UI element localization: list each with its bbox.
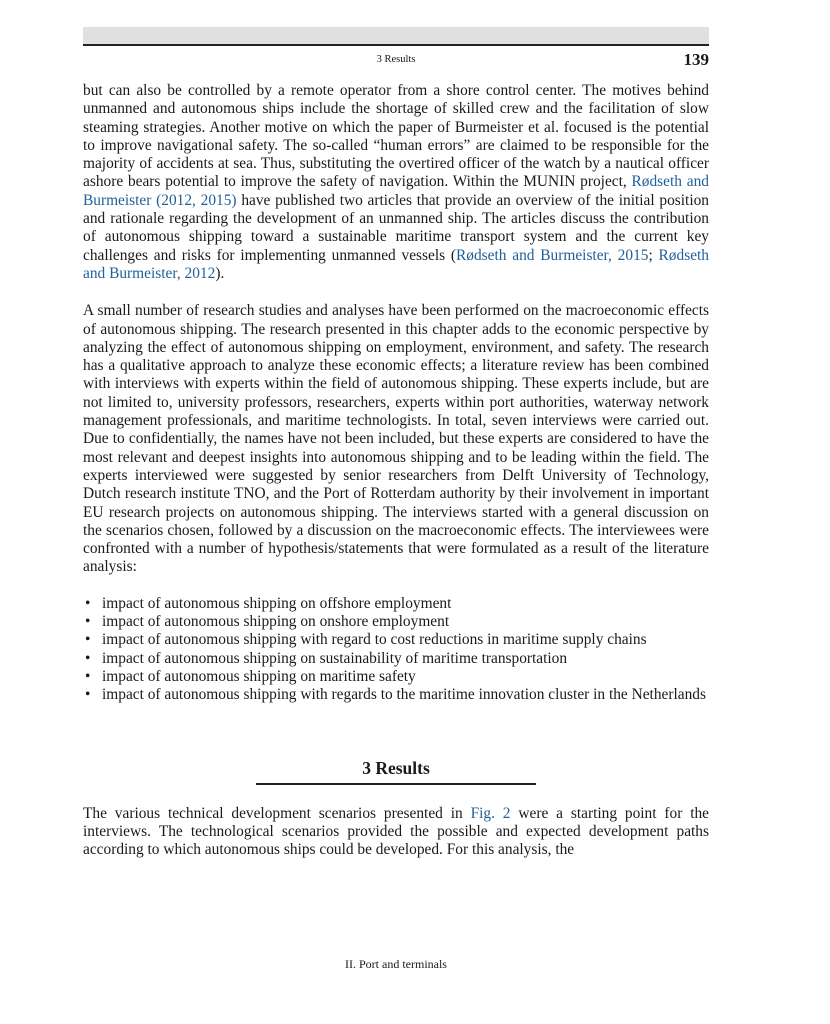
paragraph-3-text-b: were a starting point for the interviews. The technological scenarios provided the possible and expected development paths according to which autonomous ships could be developed. For this analysis, the bbox=[83, 804, 710, 859]
list-item: • impact of autonomous shipping on offshore employment bbox=[83, 595, 709, 613]
citation-link[interactable]: Rødseth and Burmeister, 2015 bbox=[456, 246, 649, 264]
section-heading: 3 Results bbox=[256, 759, 536, 785]
page-footer: II. Port and terminals bbox=[345, 957, 447, 971]
citation-link[interactable]: Rødseth and Burmeister (2012, 2015) bbox=[83, 173, 709, 209]
paragraph-3-text-a: The various technical development scenarios presented in bbox=[83, 804, 471, 822]
hypothesis-list bbox=[83, 595, 709, 705]
list-item: • impact of autonomous shipping with regard to cost reductions in maritime supply chains bbox=[83, 631, 709, 649]
paragraph-1-text-b: have published two articles that provide an overview of the initial position and rationale regarding the development of an unmanned ship. The articles discuss the contribution of autonomous shipping toward a sustainable maritime transport system and the current key challenges and risks for implementing unmanned vessels ( bbox=[83, 191, 710, 264]
page-number: 139 bbox=[683, 50, 709, 69]
paragraph-2: A small number of research studies and analyses have been performed on the macroeconomic effects of autonomous shipping. The research presented in this chapter adds to the economic perspective by analyzing the effect of autonomous shipping on employment, environment, and safety. The research has a qualitative approach to analyze these economic effects; a literature review has been combined with interviews with experts within the field of autonomous shipping. These experts include, but are not limited to, university professors, researchers, experts within port authorities, waterway network management professionals, and maritime technologists. In total, seven interviews were carried out. Due to confidentially, the names have not been included, but these experts are considered to have the most relevant and deepest insights into autonomous shipping and to be leading within the field. The experts interviewed were suggested by senior researchers from Delft University of Technology, Dutch research institute TNO, and the Port of Rotterdam authority by their involvement in important EU research projects on autonomous shipping. The interviews started with a general discussion on the scenarios chosen, followed by a discussion on the macroeconomic effects. The interviewees were confronted with a number of hypothesis/statements that were formulated as a result of the literature analysis: bbox=[83, 302, 709, 576]
citation-link[interactable]: Rødseth and Burmeister, 2012 bbox=[83, 246, 709, 282]
list-item: • impact of autonomous shipping on maritime safety bbox=[83, 668, 709, 686]
list-item: • impact of autonomous shipping on sustainability of maritime transportation bbox=[83, 650, 709, 668]
running-title: 3 Results bbox=[376, 54, 416, 65]
paragraph-3 bbox=[83, 805, 709, 860]
paragraph-1-text-a: but can also be controlled by a remote operator from a shore control center. The motives behind unmanned and autonomous ships include the shortage of skilled crew and the facilitation of slow steaming strategies. Another motive on which the paper of Burmeister et al. focused is the potential to improve navigational safety. The so-called “human errors” are claimed to be responsible for the majority of accidents at sea. Thus, substituting the overtired officer of the watch by a nautical officer ashore bears potential to improve the safety of navigation. Within the MUNIN project, bbox=[83, 82, 709, 191]
list-item: • impact of autonomous shipping on onshore employment bbox=[83, 613, 709, 631]
paragraph-1 bbox=[83, 82, 709, 283]
figure-link[interactable]: Fig. 2 bbox=[470, 804, 511, 822]
paragraph-1-text-d: ). bbox=[215, 264, 225, 282]
list-item: • impact of autonomous shipping with regards to the maritime innovation cluster in the Netherlands bbox=[83, 686, 709, 704]
paragraph-1-text-c: ; bbox=[648, 246, 659, 264]
header-bar bbox=[83, 27, 709, 46]
running-head bbox=[83, 50, 709, 70]
page-content bbox=[83, 82, 709, 860]
